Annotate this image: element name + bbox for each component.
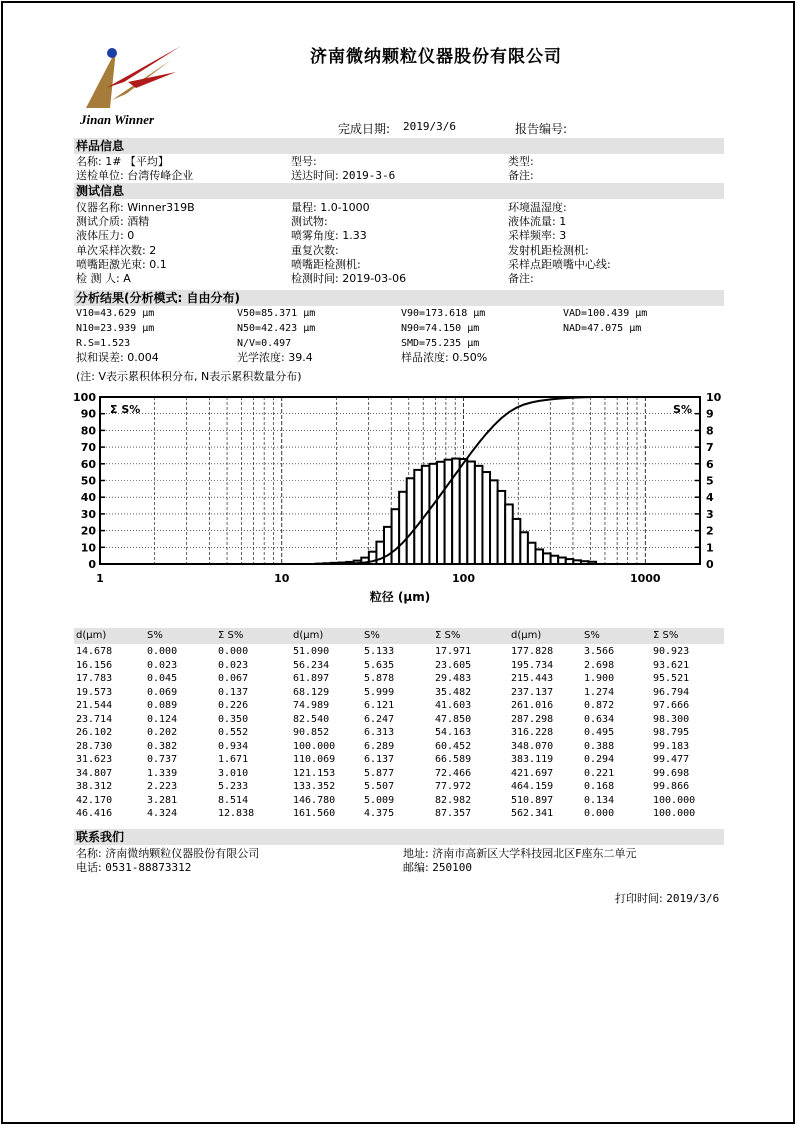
table-cell: 5.233 [218, 781, 249, 792]
table-cell: 21.544 [76, 700, 113, 711]
distribution-chart [60, 388, 740, 608]
y-left-tick-label: 0 [88, 558, 96, 571]
table-cell: 14.678 [76, 646, 113, 657]
table-cell: 195.734 [511, 659, 554, 671]
table-cell: 97.666 [653, 700, 690, 711]
table-cell: 5.877 [364, 767, 395, 779]
test-info-field: 重复次数: [291, 243, 339, 257]
table-header: d(μm) [76, 630, 107, 641]
x-tick-label: 1 [96, 572, 104, 585]
table-cell: 0.634 [584, 713, 615, 725]
table-cell: 177.828 [511, 646, 554, 657]
histogram-bar [399, 492, 407, 564]
table-cell: 5.635 [364, 659, 395, 671]
table-cell: 0.023 [147, 659, 178, 671]
histogram-bar [429, 464, 437, 564]
table-cell: 66.589 [435, 754, 472, 765]
table-cell: 90.852 [293, 727, 330, 738]
analysis-value: VAD=100.439 μm [563, 308, 648, 319]
table-cell: 5.999 [364, 686, 395, 698]
table-cell: 77.972 [435, 781, 472, 792]
test-info-field: 发射机距检测机: [508, 243, 589, 257]
table-cell: 34.807 [76, 767, 113, 779]
company-name: 济南微纳颗粒仪器股份有限公司 [310, 47, 562, 67]
table-cell: 41.603 [435, 700, 472, 711]
table-cell: 3.566 [584, 646, 615, 657]
test-info-field: 采样频率: 3 [508, 229, 567, 243]
test-info-field: 单次采样次数: 2 [76, 243, 157, 257]
test-info-field: 备注: [508, 272, 534, 285]
table-cell: 1.900 [584, 673, 615, 684]
sample-info-title: 样品信息 [74, 138, 724, 154]
histogram-bar [543, 553, 551, 564]
contact-name: 名称: 济南微纳颗粒仪器股份有限公司 [76, 847, 260, 860]
table-header: d(μm) [511, 630, 542, 641]
table-cell: 0.045 [147, 673, 178, 684]
table-cell: 0.023 [218, 659, 249, 671]
table-cell: 82.540 [293, 713, 330, 725]
table-cell: 0.872 [584, 700, 615, 711]
table-cell: 562.341 [511, 808, 554, 819]
y-left-tick-label: 100 [73, 391, 96, 404]
histogram-bar [414, 470, 422, 564]
table-cell: 1.339 [147, 767, 178, 779]
contact-address: 地址: 济南市高新区大学科技园北区F座东二单元 [403, 847, 637, 860]
table-cell: 17.971 [435, 646, 472, 657]
analysis-value: N50=42.423 μm [237, 322, 316, 334]
table-cell: 6.289 [364, 740, 395, 752]
table-cell: 110.069 [293, 754, 336, 765]
y-right-tick-label: 4 [706, 491, 714, 505]
y-left-tick-label: 30 [80, 507, 96, 521]
analysis-value: 样品浓度: 0.50% [401, 351, 488, 365]
table-cell: 0.069 [147, 686, 178, 698]
table-cell: 23.714 [76, 713, 113, 725]
contact-tel: 电话: 0531-88873312 [76, 861, 192, 874]
table-cell: 82.982 [435, 794, 472, 806]
contact-title: 联系我们 [74, 829, 724, 845]
histogram-bar [551, 556, 559, 564]
table-cell: 1.274 [584, 686, 615, 698]
y-left-tick-label: 20 [80, 524, 96, 538]
test-info-field: 测试物: [291, 215, 328, 229]
table-cell: 68.129 [293, 686, 330, 698]
table-cell: 60.452 [435, 740, 472, 752]
table-cell: 6.137 [364, 754, 395, 765]
table-cell: 98.300 [653, 713, 690, 725]
finish-date: 2019/3/6 [403, 120, 456, 133]
table-cell: 5.133 [364, 646, 395, 657]
histogram-bar [505, 504, 513, 564]
table-cell: 121.153 [293, 767, 336, 779]
analysis-value: 拟和误差: 0.004 [76, 351, 159, 365]
table-cell: 0.000 [584, 808, 615, 819]
table-cell: 161.560 [293, 808, 336, 819]
histogram-bar [498, 491, 506, 564]
test-info-field: 环境温湿度: [508, 201, 567, 214]
analysis-value: V10=43.629 μm [76, 308, 155, 319]
table-cell: 26.102 [76, 727, 113, 738]
table-header-bar [74, 628, 724, 644]
y-right-tick-label: 10 [706, 391, 722, 404]
table-cell: 5.878 [364, 673, 395, 684]
table-cell: 29.483 [435, 673, 472, 684]
table-cell: 0.294 [584, 754, 615, 765]
table-cell: 0.388 [584, 740, 615, 752]
analysis-value: N/V=0.497 [237, 337, 292, 349]
table-cell: 35.482 [435, 686, 472, 698]
test-info-field: 仪器名称: Winner319B [76, 201, 195, 214]
table-cell: 74.989 [293, 700, 330, 711]
histogram-bar [392, 509, 400, 564]
analysis-value: 光学浓度: 39.4 [237, 351, 313, 365]
table-cell: 99.477 [653, 754, 690, 765]
table-cell: 2.698 [584, 659, 615, 671]
table-cell: 38.312 [76, 781, 113, 792]
table-cell: 5.009 [364, 794, 395, 806]
logo-text: Jinan Winner [80, 112, 155, 127]
histogram-bar [437, 462, 445, 564]
table-cell: 99.866 [653, 781, 690, 792]
table-cell: 12.838 [218, 808, 255, 819]
finish-date-label: 完成日期: [338, 122, 391, 136]
test-info-title: 测试信息 [74, 183, 724, 199]
table-cell: 93.621 [653, 659, 690, 671]
histogram-bar [482, 472, 490, 564]
table-cell: 8.514 [218, 794, 249, 806]
table-header: Σ S% [653, 630, 679, 641]
sample-send-time: 送达时间: 2019-3-6 [291, 169, 396, 182]
test-info-field: 检 测 人: A [76, 272, 131, 285]
table-cell: 0.134 [584, 794, 615, 806]
table-cell: 261.016 [511, 700, 554, 711]
y-left-tick-label: 10 [80, 541, 96, 555]
analysis-value: V90=173.618 μm [401, 308, 486, 319]
table-cell: 0.000 [218, 646, 249, 657]
analysis-title: 分析结果(分析模式: 自由分布) [74, 290, 724, 306]
table-cell: 54.163 [435, 727, 472, 738]
table-cell: 3.281 [147, 794, 178, 806]
table-cell: 0.382 [147, 740, 178, 752]
test-info-field: 喷嘴距激光束: 0.1 [76, 257, 167, 271]
table-cell: 61.897 [293, 673, 330, 684]
test-info-field: 喷雾角度: 1.33 [291, 229, 367, 243]
table-cell: 0.168 [584, 781, 615, 792]
histogram-bar [490, 480, 498, 564]
table-cell: 133.352 [293, 781, 336, 792]
table-cell: 72.466 [435, 767, 472, 779]
y-left-tick-label: 60 [80, 457, 96, 471]
contact-zip: 邮编: 250100 [403, 861, 472, 874]
x-tick-label: 1000 [629, 572, 661, 585]
y-left-tick-label: 90 [80, 407, 96, 421]
table-cell: 0.350 [218, 713, 249, 725]
table-cell: 100.000 [293, 740, 336, 752]
table-cell: 98.795 [653, 727, 690, 738]
company-logo [76, 42, 186, 114]
y-left-tick-label: 80 [80, 424, 96, 438]
table-cell: 31.623 [76, 754, 113, 765]
analysis-value: V50=85.371 μm [237, 308, 316, 319]
table-cell: 0.737 [147, 754, 178, 765]
y-right-tick-label: 3 [706, 507, 714, 521]
analysis-value: N10=23.939 μm [76, 322, 155, 334]
analysis-value: NAD=47.075 μm [563, 322, 642, 334]
table-cell: 0.089 [147, 700, 178, 711]
legend-right: S% [673, 403, 692, 416]
table-cell: 90.923 [653, 646, 690, 657]
histogram-bar [467, 462, 475, 564]
table-cell: 3.010 [218, 767, 249, 779]
table-header: S% [584, 630, 600, 641]
y-right-tick-label: 6 [706, 457, 714, 471]
table-cell: 6.313 [364, 727, 395, 738]
analysis-note: (注: V表示累积体积分布, N表示累积数量分布) [76, 370, 302, 383]
y-right-tick-label: 8 [706, 424, 714, 438]
table-cell: 99.698 [653, 767, 690, 779]
test-info-field: 量程: 1.0-1000 [291, 201, 370, 214]
table-cell: 95.521 [653, 673, 690, 684]
print-time: 打印时间: 2019/3/6 [615, 892, 720, 905]
table-cell: 23.605 [435, 659, 472, 671]
table-cell: 0.067 [218, 673, 249, 684]
test-info-field: 喷嘴距检测机: [291, 257, 361, 271]
table-cell: 6.121 [364, 700, 395, 711]
histogram-bar [445, 460, 453, 564]
histogram-bar [460, 459, 468, 564]
table-cell: 287.298 [511, 713, 554, 725]
y-right-tick-label: 0 [706, 558, 714, 571]
table-cell: 0.137 [218, 686, 249, 698]
table-cell: 46.416 [76, 808, 113, 819]
analysis-value: SMD=75.235 μm [401, 337, 480, 349]
y-right-tick-label: 1 [706, 541, 714, 555]
table-cell: 0.221 [584, 767, 615, 779]
table-cell: 4.375 [364, 808, 395, 819]
test-info-field: 测试介质: 酒精 [76, 215, 150, 229]
table-cell: 2.223 [147, 781, 178, 792]
table-cell: 87.357 [435, 808, 472, 819]
table-cell: 348.070 [511, 740, 554, 752]
table-cell: 28.730 [76, 740, 113, 752]
table-header: Σ S% [218, 630, 244, 641]
y-right-tick-label: 2 [706, 524, 714, 538]
table-cell: 96.794 [653, 686, 690, 698]
table-cell: 47.850 [435, 713, 472, 725]
table-header: d(μm) [293, 630, 324, 641]
x-tick-label: 100 [452, 572, 476, 585]
x-axis-label: 粒径 (μm) [369, 590, 431, 604]
analysis-value: R.S=1.523 [76, 337, 131, 349]
histogram-bar [407, 478, 415, 564]
histogram-bar [520, 532, 528, 564]
table-cell: 19.573 [76, 686, 113, 698]
y-right-tick-label: 7 [706, 441, 714, 455]
table-cell: 100.000 [653, 794, 696, 806]
histogram-bar [528, 543, 536, 564]
sample-type: 类型: [508, 155, 534, 168]
table-cell: 464.159 [511, 781, 554, 792]
sample-remark: 备注: [508, 169, 534, 182]
table-header: Σ S% [435, 630, 461, 641]
y-left-tick-label: 70 [80, 441, 96, 455]
table-cell: 215.443 [511, 673, 554, 684]
table-cell: 1.671 [218, 754, 249, 765]
table-cell: 51.090 [293, 646, 330, 657]
table-cell: 0.202 [147, 727, 178, 738]
report-no-label: 报告编号: [515, 122, 568, 136]
table-cell: 99.183 [653, 740, 690, 752]
test-info-field: 液体压力: 0 [76, 229, 135, 243]
table-cell: 0.495 [584, 727, 615, 738]
histogram-bar [384, 527, 392, 564]
y-right-tick-label: 9 [706, 407, 714, 421]
sample-unit: 送检单位: 台湾传峰企业 [76, 169, 194, 182]
table-cell: 0.124 [147, 713, 178, 725]
y-left-tick-label: 50 [80, 474, 96, 488]
histogram-bar [475, 466, 483, 564]
histogram-bar [535, 549, 543, 564]
table-cell: 16.156 [76, 659, 113, 671]
table-cell: 0.226 [218, 700, 249, 711]
x-tick-label: 10 [274, 572, 290, 585]
table-cell: 146.780 [293, 794, 336, 806]
table-cell: 0.552 [218, 727, 249, 738]
analysis-value: N90=74.150 μm [401, 322, 480, 334]
table-cell: 56.234 [293, 659, 330, 671]
sample-name: 名称: 1# 【平均】 [76, 155, 169, 168]
table-cell: 421.697 [511, 767, 554, 779]
legend-left: Σ S% [110, 403, 141, 416]
table-cell: 383.119 [511, 754, 554, 765]
y-left-tick-label: 40 [80, 491, 96, 505]
table-cell: 0.934 [218, 740, 249, 752]
test-info-field: 检测时间: 2019-03-06 [291, 272, 407, 285]
sample-model: 型号: [291, 155, 317, 168]
table-header: S% [364, 630, 380, 641]
table-cell: 4.324 [147, 808, 178, 819]
test-info-field: 液体流量: 1 [508, 215, 567, 229]
table-cell: 237.137 [511, 686, 554, 698]
table-cell: 316.228 [511, 727, 554, 738]
table-cell: 100.000 [653, 808, 696, 819]
table-cell: 5.507 [364, 781, 395, 792]
table-cell: 6.247 [364, 713, 395, 725]
table-header: S% [147, 630, 163, 641]
y-right-tick-label: 5 [706, 474, 714, 488]
table-cell: 0.000 [147, 646, 178, 657]
table-cell: 17.783 [76, 673, 113, 684]
test-info-field: 采样点距喷嘴中心线: [508, 257, 611, 271]
table-cell: 510.897 [511, 794, 554, 806]
table-cell: 42.170 [76, 794, 113, 806]
histogram-bar [513, 519, 521, 564]
